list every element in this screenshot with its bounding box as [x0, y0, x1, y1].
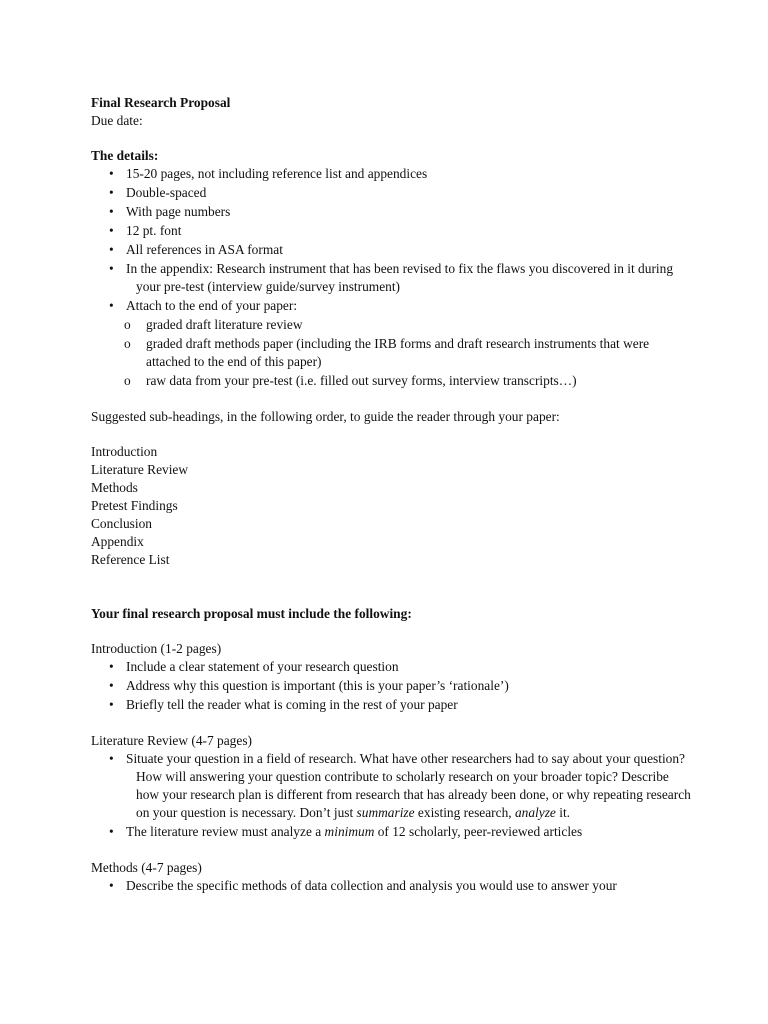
- list-item: [91, 677, 691, 695]
- sub-list-item-text: graded draft methods paper (including the IRB forms and draft research instruments that were attached to the end of this paper): [146, 336, 650, 369]
- list-item-text: All references in ASA format: [126, 242, 283, 257]
- list-item: [91, 222, 691, 240]
- bullet-icon: •: [109, 697, 114, 712]
- bullet-icon: •: [109, 678, 114, 693]
- emphasis-text: analyze: [514, 805, 556, 820]
- list-item: [91, 696, 691, 714]
- spacer: [91, 842, 691, 859]
- methods-list: [91, 877, 691, 895]
- spacer: [91, 569, 691, 605]
- list-item: [91, 184, 691, 202]
- bullet-icon: •: [109, 298, 114, 313]
- bullet-icon: •: [109, 185, 114, 200]
- subheading-item: Appendix: [91, 534, 144, 549]
- details-heading: The details:: [91, 148, 159, 163]
- sub-list-item: [91, 372, 691, 390]
- subheading-item: Conclusion: [91, 516, 153, 531]
- sub-list-item: [91, 316, 691, 334]
- subheadings-list: [91, 443, 691, 569]
- bullet-icon: •: [109, 242, 114, 257]
- introduction-list: [91, 658, 691, 714]
- subheading-item: Introduction: [91, 444, 158, 459]
- spacer: [91, 130, 691, 147]
- list-item: [91, 750, 691, 822]
- details-list: [91, 165, 691, 315]
- methods-heading: Methods (4-7 pages): [91, 860, 202, 875]
- list-item-text: Briefly tell the reader what is coming in the rest of your paper: [126, 697, 458, 712]
- introduction-heading: Introduction (1-2 pages): [91, 641, 222, 656]
- subheading-item: Literature Review: [91, 462, 189, 477]
- list-item: [91, 165, 691, 183]
- emphasis-text: summarize: [356, 805, 415, 820]
- subheadings-intro: Suggested sub-headings, in the following order, to guide the reader through your paper:: [91, 409, 560, 424]
- list-item-text: Double-spaced: [126, 185, 207, 200]
- list-item-text: Address why this question is important (this is your paper’s ‘rationale’): [126, 678, 509, 693]
- list-item-text: Describe the specific methods of data collection and analysis you would use to answer your: [126, 878, 617, 893]
- bullet-icon: •: [109, 751, 114, 766]
- bullet-icon: •: [109, 204, 114, 219]
- text-fragment: it.: [555, 805, 571, 820]
- bullet-icon: •: [109, 223, 114, 238]
- list-item-text: In the appendix: Research instrument that has been revised to fix the flaws you discovered in it during your pre-test (interview guide/survey instrument): [126, 261, 674, 294]
- sub-list-item-text: raw data from your pre-test (i.e. filled out survey forms, interview transcripts…): [146, 373, 577, 388]
- literature-review-heading: Literature Review (4-7 pages): [91, 733, 252, 748]
- bullet-icon: •: [109, 824, 114, 839]
- must-include-heading: Your final research proposal must include the following:: [91, 606, 412, 621]
- literature-review-list: [91, 750, 691, 841]
- sub-list-item-text: graded draft literature review: [146, 317, 303, 332]
- spacer: [91, 715, 691, 732]
- list-item-text: 15-20 pages, not including reference list and appendices: [126, 166, 428, 181]
- list-item: [91, 823, 691, 841]
- list-item-text: [126, 750, 691, 822]
- list-item: [91, 203, 691, 221]
- sub-list-item: [91, 335, 691, 371]
- list-item: [91, 260, 691, 296]
- bullet-icon: •: [109, 166, 114, 181]
- list-item: [91, 297, 691, 315]
- bullet-icon: •: [109, 261, 114, 276]
- sub-bullet-icon: o: [124, 317, 131, 332]
- document-content: [91, 94, 691, 896]
- list-item-text: Include a clear statement of your research question: [126, 659, 399, 674]
- text-fragment: Situate your question in a field of research. What have other researchers had to say about your question? How will answering your question contribute to scholarly research on your broader topic? Describe how your research plan is different from research that has already been done, or why repeating research on your question is necessary. Don’t just: [126, 751, 691, 820]
- sub-bullet-icon: o: [124, 373, 131, 388]
- emphasis-text: minimum: [324, 824, 375, 839]
- bullet-icon: •: [109, 659, 114, 674]
- spacer: [91, 426, 691, 443]
- list-item-text: With page numbers: [126, 204, 231, 219]
- attachments-list: [91, 316, 691, 390]
- text-fragment: The literature review must analyze a: [126, 824, 325, 839]
- bullet-icon: •: [109, 878, 114, 893]
- list-item: [91, 658, 691, 676]
- subheading-item: Methods: [91, 480, 138, 495]
- text-fragment: of 12 scholarly, peer-reviewed articles: [374, 824, 583, 839]
- list-item-text: [126, 823, 691, 841]
- list-item-text: Attach to the end of your paper:: [126, 298, 298, 313]
- document-title: Final Research Proposal: [91, 95, 231, 110]
- text-fragment: existing research,: [414, 805, 515, 820]
- sub-bullet-icon: o: [124, 336, 131, 351]
- due-date-line: Due date:: [91, 113, 143, 128]
- subheading-item: Reference List: [91, 552, 170, 567]
- spacer: [91, 391, 691, 408]
- spacer: [91, 623, 691, 640]
- list-item-text: 12 pt. font: [126, 223, 182, 238]
- subheading-item: Pretest Findings: [91, 498, 178, 513]
- list-item: [91, 877, 691, 895]
- list-item: [91, 241, 691, 259]
